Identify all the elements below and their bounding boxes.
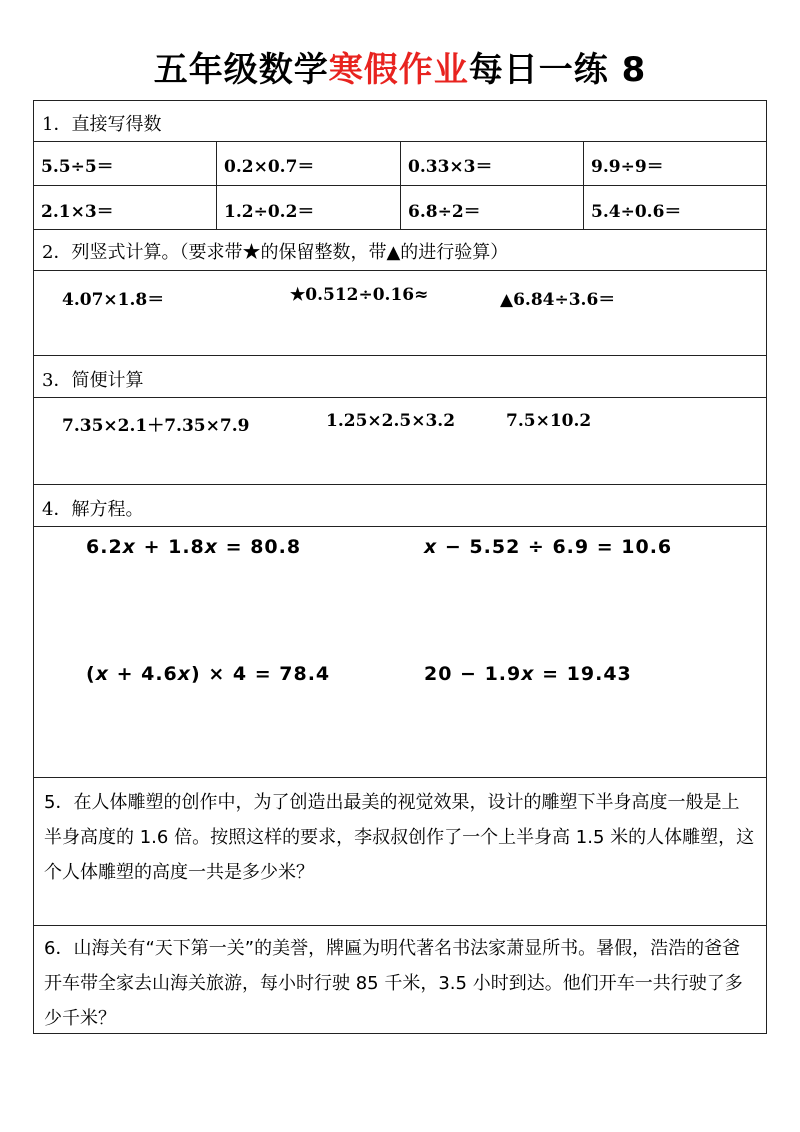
column-divider	[583, 141, 584, 229]
q1-item: 5.4÷0.6＝	[591, 202, 682, 222]
title-highlight: 寒假作业	[328, 50, 469, 90]
q2-heading: 2．列竖式计算。（要求带★的保留整数，带▲的进行验算）	[42, 242, 509, 263]
q3-item: 7.35×2.1＋7.35×7.9	[62, 416, 250, 436]
q1-item: 9.9÷9＝	[591, 157, 664, 177]
q4-heading: 4．解方程。	[42, 499, 144, 520]
row-divider	[34, 777, 766, 778]
equation-3: (x + 4.6x) × 4 = 78.4	[86, 663, 331, 685]
q5-problem-text: 5．在人体雕塑的创作中，为了创造出最美的视觉效果，设计的雕塑下半身高度一般是上半身高度的 1.6 倍。按照这样的要求，李叔叔创作了一个上半身高 1.5 米的人体雕塑，这个人体雕塑的高度一共是多少米？	[44, 792, 755, 883]
worksheet-table	[33, 100, 767, 1034]
row-divider	[34, 397, 766, 398]
row-divider	[34, 270, 766, 271]
q1-item: 1.2÷0.2＝	[224, 202, 315, 222]
q3-item: 7.5×10.2	[506, 411, 592, 431]
row-divider	[34, 484, 766, 485]
column-divider	[216, 141, 217, 229]
q1-item: 6.8÷2＝	[408, 202, 481, 222]
row-divider	[34, 229, 766, 230]
q1-item: 5.5÷5＝	[41, 157, 114, 177]
title-part2: 每日一练 8	[468, 50, 647, 90]
equation-4: 20 − 1.9x = 19.43	[424, 663, 632, 685]
q2-item: 4.07×1.8＝	[62, 290, 165, 310]
q6-problem-text: 6．山海关有“天下第一关”的美誉，牌匾为明代著名书法家萧显所书。暑假，浩浩的爸爸开车带全家去山海关旅游，每小时行驶 85 千米，3.5 小时到达。他们开车一共行驶了多少千米？	[44, 938, 743, 1029]
title-part1: 五年级数学	[153, 50, 329, 90]
q1-heading: 1．直接写得数	[42, 114, 162, 135]
equation-2: x − 5.52 ÷ 6.9 = 10.6	[424, 536, 673, 558]
column-divider	[400, 141, 401, 229]
q1-item: 2.1×3＝	[41, 202, 114, 222]
row-divider	[34, 355, 766, 356]
q3-heading: 3．简便计算	[42, 370, 144, 391]
row-divider	[34, 925, 766, 926]
q2-item: ★0.512÷0.16≈	[290, 285, 429, 305]
equation-1: 6.2x + 1.8x = 80.8	[86, 536, 302, 558]
q1-item: 0.2×0.7＝	[224, 157, 315, 177]
row-divider	[34, 526, 766, 527]
q2-item: ▲6.84÷3.6＝	[500, 290, 616, 310]
q1-item: 0.33×3＝	[408, 157, 493, 177]
page-title	[0, 46, 800, 94]
q3-item: 1.25×2.5×3.2	[326, 411, 456, 431]
